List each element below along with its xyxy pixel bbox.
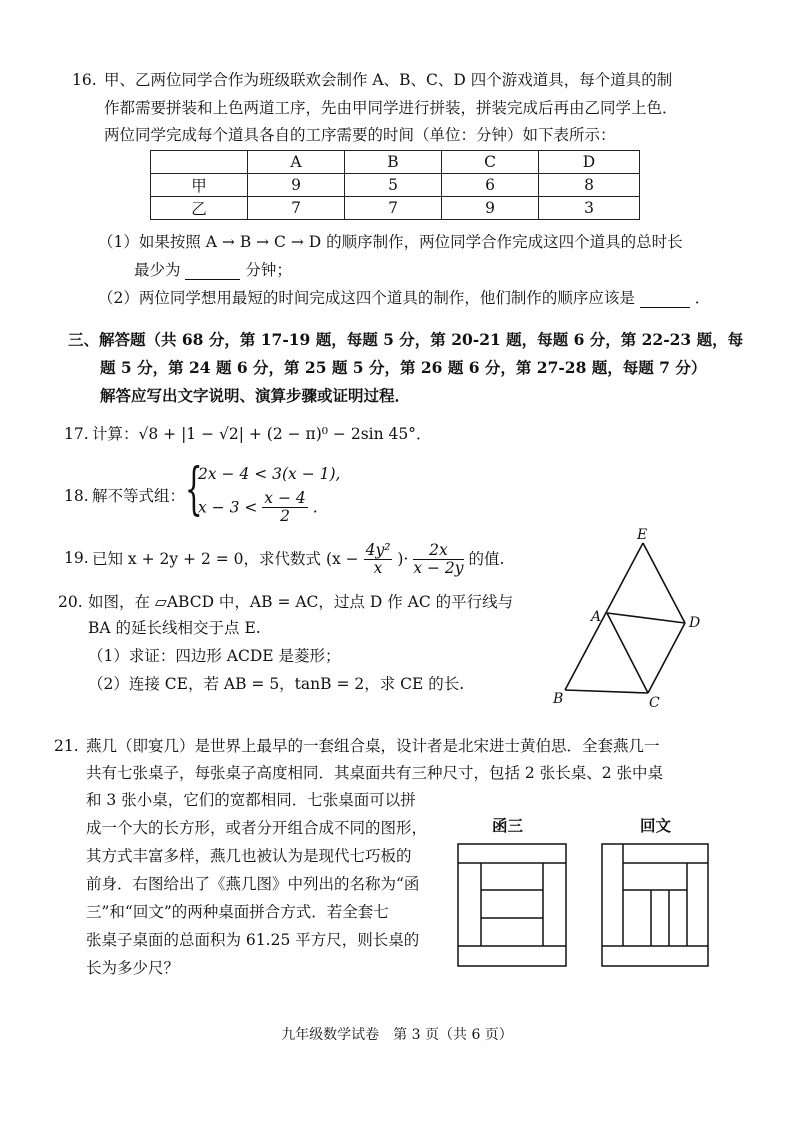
line-AC [607, 613, 648, 693]
q21-line5: 其方式丰富多样，燕几也被认为是现代七巧板的 [86, 847, 412, 865]
hansan-table-layout [457, 843, 567, 967]
q20-part2: （2）连接 CE，若 AB = 5，tanB = 2，求 CE 的长. [88, 675, 465, 693]
section3-instruction: 解答应写出文字说明、演算步骤或证明过程． [100, 386, 411, 405]
table-cell: 7 [345, 197, 442, 220]
q16-number: 16. [72, 71, 97, 89]
point-label-E: E [637, 527, 648, 543]
q20-line1: 如图，在 ▱ABCD 中，AB = AC，过点 D 作 AC 的平行线与 [88, 593, 514, 611]
q21-line1: 燕几（即宴几）是世界上最早的一套组合桌，设计者是北宋进士黄伯思．全套燕几一 [86, 737, 660, 755]
q21-line8: 张桌子桌面的总面积为 61.25 平方尺，则长桌的 [86, 931, 420, 949]
q17-text: 计算：√8 + |1 − √2| + (2 − π)⁰ − 2sin 45°． [92, 425, 432, 443]
point-label-C: C [649, 695, 660, 711]
q16-part1-unit: 分钟； [245, 261, 292, 279]
fraction-numerator: 2x [413, 542, 463, 560]
fraction-denominator: x − 2y [413, 558, 464, 577]
table-row [151, 197, 640, 220]
q21-line3: 和 3 张小桌，它们的宽都相同．七张桌面可以拼 [86, 791, 416, 809]
fraction-denominator: x [373, 558, 383, 577]
q20-parallelogram-figure [545, 525, 715, 715]
table-cell: 甲 [151, 174, 248, 197]
section3-heading-cont: 题 5 分，第 24 题 6 分，第 25 题 5 分，第 26 题 6 分，第 27-28 题，每题 7 分） [100, 358, 707, 377]
q18-number: 18. [64, 487, 89, 505]
q19-number: 19. [64, 549, 89, 567]
table-cell: 6 [442, 174, 539, 197]
q16-line1: 甲、乙两位同学合作为班级联欢会制作 A、B、C、D 四个游戏道具，每个道具的制 [104, 71, 673, 89]
q18-fraction [262, 490, 307, 525]
q19-fraction1 [364, 542, 393, 577]
table-cell: 9 [442, 197, 539, 220]
fraction-numerator: 4y² [365, 540, 391, 559]
q21-line2: 共有七张桌子，每张桌子高度相同．其桌面共有三种尺寸，包括 2 张长桌、2 张中桌 [86, 764, 664, 782]
q20-line2: BA 的延长线相交于点 E. [88, 619, 261, 637]
q21-line9: 长为多少尺？ [86, 959, 180, 977]
table-header-cell: D [539, 151, 640, 174]
q16-part2-end: ． [694, 289, 711, 307]
q18-inequality1: 2x − 4 < 3(x − 1), [198, 465, 341, 483]
q17-number: 17. [64, 425, 89, 443]
q21-line7: 三”和“回文”的两种桌面拼合方式．若全套七 [86, 903, 389, 921]
q18-ineq2-end: . [312, 498, 318, 517]
line-BC [565, 690, 648, 693]
table-cell: 9 [248, 174, 345, 197]
point-label-A: A [591, 609, 602, 625]
table-cell: 5 [345, 174, 442, 197]
table-cell: 3 [539, 197, 640, 220]
table-cell: 乙 [151, 197, 248, 220]
table-header-cell [151, 151, 248, 174]
q16-part2-text: （2）两位同学想用最短的时间完成这四个道具的制作，他们制作的顺序应该是 [98, 289, 635, 307]
fraction-denominator: 2 [280, 507, 290, 525]
q16-line2: 作都需要拼装和上色两道工序，先由甲同学进行拼装，拼装完成后再由乙同学上色． [104, 99, 678, 117]
q16-part1-line1: （1）如果按照 A → B → C → D 的顺序制作，两位同学合作完成这四个道具的总时长 [98, 233, 683, 251]
q16-part2 [98, 288, 710, 308]
table-header-row [151, 151, 640, 174]
table-cell: 7 [248, 197, 345, 220]
q19-mid: )· [397, 550, 409, 568]
table-cell: 8 [539, 174, 640, 197]
q18-ineq2-left: x − 3 < [198, 498, 258, 517]
q19-lead: 已知 x + 2y + 2 = 0，求代数式 (x − [92, 550, 359, 568]
q18-prefix: 解不等式组： [92, 487, 186, 505]
huiwen-table-layout [601, 843, 709, 967]
q16-time-table [150, 150, 640, 220]
line-ED [643, 543, 685, 623]
point-label-B: B [553, 691, 564, 707]
q19-end: 的值. [468, 550, 505, 568]
page-footer: 九年级数学试卷 第 3 页（共 6 页） [281, 1027, 513, 1043]
q18-inequality2 [198, 490, 318, 530]
q21-line4: 成一个大的长方形，或者分开组合成不同的图形， [86, 819, 428, 837]
table-header-cell: C [442, 151, 539, 174]
answer-blank[interactable] [185, 263, 240, 280]
fig-label-huiwen: 回文 [640, 816, 672, 835]
fraction-numerator: x − 4 [264, 489, 306, 507]
q16-line3: 两位同学完成每个道具各自的工序需要的时间（单位：分钟）如下表所示： [104, 126, 616, 144]
point-label-D: D [689, 615, 701, 631]
fig-label-hansan: 函三 [492, 816, 524, 835]
table-row [151, 174, 640, 197]
answer-blank[interactable] [640, 291, 690, 308]
line-AD [607, 613, 685, 623]
line-CD [648, 623, 685, 693]
section3-heading: 三、解答题（共 68 分，第 17-19 题，每题 5 分，第 20-21 题，每题 6 分，第 22-23 题，每 [68, 330, 744, 349]
q20-number: 20. [58, 593, 83, 611]
q19-fraction2 [413, 542, 463, 577]
table-header-cell: A [248, 151, 345, 174]
q16-part1-line2 [134, 260, 292, 280]
table-header-cell: B [345, 151, 442, 174]
q21-line6: 前身．右图给出了《燕几图》中列出的名称为“函 [86, 875, 420, 893]
q16-part1-text: 最少为 [134, 261, 181, 279]
q21-number: 21. [54, 737, 79, 755]
q19-text [92, 536, 504, 580]
system-brace: { [184, 457, 203, 522]
q20-part1: （1）求证：四边形 ACDE 是菱形； [88, 647, 341, 665]
